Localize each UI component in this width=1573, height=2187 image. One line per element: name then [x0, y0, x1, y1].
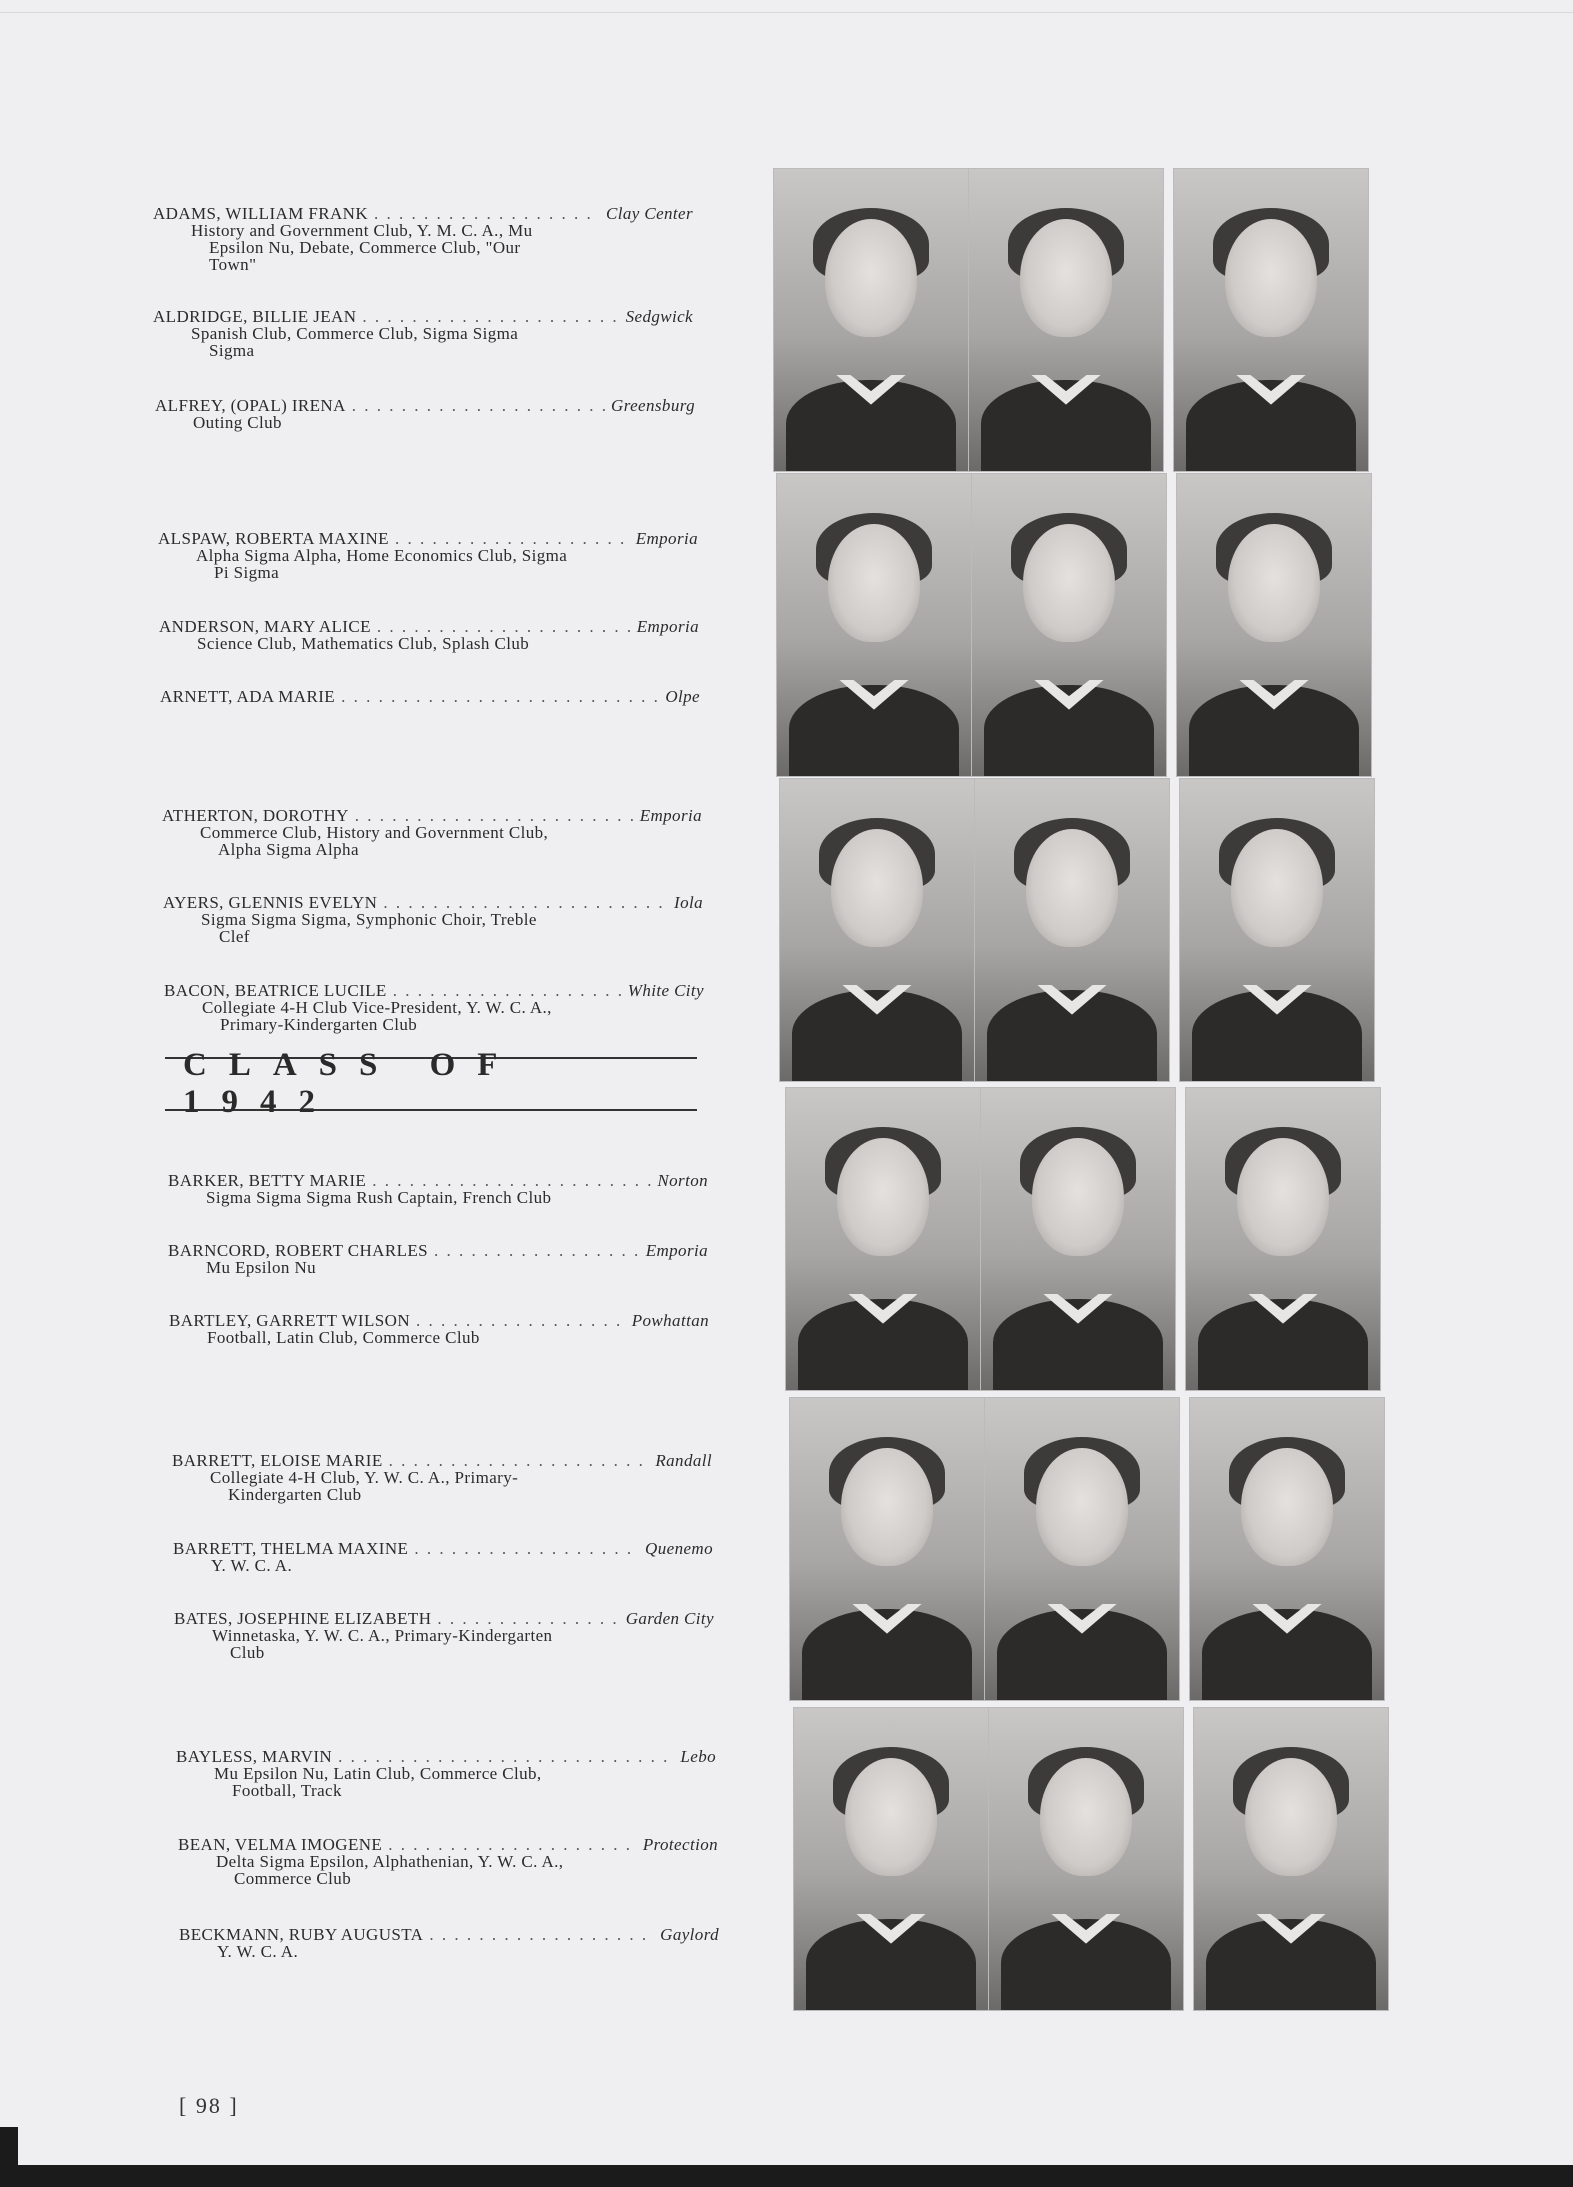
page-number: [ 98 ]	[179, 2093, 239, 2118]
activities-line: Kindergarten Club	[228, 1485, 362, 1504]
entry-heading	[160, 688, 700, 705]
student-portrait	[1185, 1087, 1381, 1391]
student-entry	[168, 1172, 708, 1206]
activities-line: Mu Epsilon Nu	[206, 1258, 317, 1277]
activities-line: Y. W. C. A.	[211, 1556, 293, 1575]
student-entry	[168, 1242, 708, 1276]
activities-line: Y. W. C. A.	[217, 1942, 299, 1961]
leader-dots	[338, 1748, 674, 1765]
hometown: Emporia	[636, 617, 699, 636]
entry-heading	[179, 1926, 719, 1943]
student-entry	[153, 308, 693, 359]
hometown: Gaylord	[660, 1925, 719, 1944]
portrait-face	[1241, 1448, 1333, 1566]
student-entry	[153, 205, 693, 273]
portrait-grid	[773, 165, 1393, 2015]
hometown: Clay Center	[605, 204, 693, 223]
portrait-face	[1225, 219, 1317, 337]
activities-line: Pi Sigma	[214, 563, 280, 582]
hometown: Sedgwick	[625, 307, 693, 326]
student-name: ADAMS, WILLIAM FRANK	[153, 204, 368, 223]
student-portrait	[779, 778, 975, 1082]
entry-heading	[169, 1312, 709, 1329]
student-portrait	[776, 473, 972, 777]
entry-heading	[155, 397, 695, 414]
leader-dots	[429, 1926, 654, 1943]
entry-heading	[176, 1748, 716, 1765]
entry-heading	[168, 1172, 708, 1189]
entry-heading	[159, 618, 699, 635]
leader-dots	[434, 1242, 640, 1259]
student-entry	[164, 982, 704, 1033]
activities-line: Commerce Club, History and Government Club,	[200, 823, 549, 842]
hometown: Protection	[642, 1835, 718, 1854]
leader-dots	[388, 1836, 637, 1853]
leader-dots	[377, 618, 631, 635]
class-banner-text: CLASS OF 1942	[183, 1047, 519, 1120]
activities-line: Sigma Sigma Sigma, Symphonic Choir, Treble	[201, 910, 537, 929]
student-name: BARTLEY, GARRETT WILSON	[169, 1311, 410, 1330]
entry-heading	[153, 205, 693, 222]
student-name: ATHERTON, DOROTHY	[162, 806, 349, 825]
portrait-face	[1237, 1138, 1329, 1256]
top-rule	[0, 12, 1573, 13]
portrait-face	[845, 1758, 937, 1876]
entry-heading	[174, 1610, 714, 1627]
student-portrait	[1193, 1707, 1389, 2011]
student-name: BARKER, BETTY MARIE	[168, 1171, 367, 1190]
student-name: BAYLESS, MARVIN	[176, 1747, 333, 1766]
portrait-face	[1040, 1758, 1132, 1876]
entry-heading	[173, 1540, 713, 1557]
student-entry	[174, 1610, 714, 1661]
leader-dots	[393, 982, 622, 999]
activities-line: Clef	[219, 927, 250, 946]
hometown: Garden City	[625, 1609, 714, 1628]
portrait-face	[825, 219, 917, 337]
hometown: Iola	[674, 893, 703, 912]
leader-dots	[374, 205, 600, 222]
activities-line: Science Club, Mathematics Club, Splash Club	[197, 634, 530, 653]
leader-dots	[389, 1452, 650, 1469]
activities-line: Primary-Kindergarten Club	[220, 1015, 418, 1034]
student-entry	[158, 530, 698, 581]
student-name: BARNCORD, ROBERT CHARLES	[168, 1241, 429, 1260]
student-name: BATES, JOSEPHINE ELIZABETH	[174, 1609, 432, 1628]
activities-line: Town"	[209, 255, 257, 274]
hometown: Quenemo	[645, 1539, 713, 1558]
student-entry	[173, 1540, 713, 1574]
student-portrait	[980, 1087, 1176, 1391]
hometown: Greensburg	[611, 396, 695, 415]
student-portrait	[1179, 778, 1375, 1082]
leader-dots	[362, 308, 619, 325]
entry-heading	[164, 982, 704, 999]
student-entry	[178, 1836, 718, 1887]
student-name: BECKMANN, RUBY AUGUSTA	[179, 1925, 424, 1944]
activities-line: Mu Epsilon Nu, Latin Club, Commerce Club,	[214, 1764, 542, 1783]
hometown: Norton	[657, 1171, 708, 1190]
activities-line: Collegiate 4-H Club Vice-President, Y. W. C. A.,	[202, 998, 552, 1017]
activities-line: Collegiate 4-H Club, Y. W. C. A., Primary-	[210, 1468, 519, 1487]
hometown: Lebo	[680, 1747, 716, 1766]
student-portrait	[971, 473, 1167, 777]
hometown: Powhattan	[631, 1311, 709, 1330]
activities-line: Epsilon Nu, Debate, Commerce Club, "Our	[209, 238, 521, 257]
student-portrait	[793, 1707, 989, 2011]
entry-heading	[158, 530, 698, 547]
portrait-face	[1245, 1758, 1337, 1876]
student-entry	[155, 397, 695, 431]
student-entry	[162, 807, 702, 858]
student-entry	[159, 618, 699, 652]
activities-line: History and Government Club, Y. M. C. A., Mu	[191, 221, 533, 240]
entry-heading	[168, 1242, 708, 1259]
student-name: BACON, BEATRICE LUCILE	[164, 981, 387, 1000]
student-name: BEAN, VELMA IMOGENE	[178, 1835, 383, 1854]
hometown: Emporia	[645, 1241, 708, 1260]
leader-dots	[414, 1540, 639, 1557]
portrait-face	[828, 524, 920, 642]
portrait-face	[1036, 1448, 1128, 1566]
activities-line: Sigma Sigma Sigma Rush Captain, French Club	[206, 1188, 552, 1207]
activities-line: Commerce Club	[234, 1869, 352, 1888]
hometown: Emporia	[639, 806, 702, 825]
student-name: ALFREY, (OPAL) IRENA	[155, 396, 346, 415]
student-portrait	[988, 1707, 1184, 2011]
entry-heading	[153, 308, 693, 325]
student-name: BARRETT, ELOISE MARIE	[172, 1451, 383, 1470]
student-portrait	[1189, 1397, 1385, 1701]
student-name: BARRETT, THELMA MAXINE	[173, 1539, 409, 1558]
portrait-face	[837, 1138, 929, 1256]
class-banner	[165, 1047, 697, 1120]
portrait-face	[841, 1448, 933, 1566]
student-entry	[172, 1452, 712, 1503]
leader-dots	[352, 397, 605, 414]
activities-line: Delta Sigma Epsilon, Alphathenian, Y. W. C. A.,	[216, 1852, 564, 1871]
portrait-face	[1020, 219, 1112, 337]
activities-line: Football, Track	[232, 1781, 342, 1800]
entry-heading	[163, 894, 703, 911]
hometown: Randall	[655, 1451, 712, 1470]
leader-dots	[355, 807, 634, 824]
student-entry	[176, 1748, 716, 1799]
leader-dots	[437, 1610, 619, 1627]
student-portrait	[789, 1397, 985, 1701]
activities-line: Spanish Club, Commerce Club, Sigma Sigma	[191, 324, 519, 343]
activities-line: Club	[230, 1643, 265, 1662]
activities-line: Winnetaska, Y. W. C. A., Primary-Kindergarten	[212, 1626, 553, 1645]
student-entry	[163, 894, 703, 945]
hometown: Emporia	[635, 529, 698, 548]
student-portrait	[785, 1087, 981, 1391]
activities-line: Alpha Sigma Alpha, Home Economics Club, Sigma	[196, 546, 568, 565]
leader-dots	[372, 1172, 651, 1189]
student-name: ALSPAW, ROBERTA MAXINE	[158, 529, 389, 548]
student-portrait	[974, 778, 1170, 1082]
entry-heading	[178, 1836, 718, 1853]
scan-edge-left	[0, 2127, 18, 2187]
portrait-face	[1026, 829, 1118, 947]
leader-dots	[383, 894, 668, 911]
activities-line: Football, Latin Club, Commerce Club	[207, 1328, 480, 1347]
student-name: ANDERSON, MARY ALICE	[159, 617, 371, 636]
hometown: White City	[627, 981, 704, 1000]
portrait-face	[1032, 1138, 1124, 1256]
activities-line: Outing Club	[193, 413, 282, 432]
portrait-face	[1231, 829, 1323, 947]
leader-dots	[395, 530, 630, 547]
portrait-face	[1228, 524, 1320, 642]
hometown: Olpe	[665, 687, 700, 706]
leader-dots	[341, 688, 659, 705]
activities-line: Sigma	[209, 341, 255, 360]
student-portrait	[968, 168, 1164, 472]
student-portrait	[1176, 473, 1372, 777]
leader-dots	[416, 1312, 626, 1329]
student-entry	[160, 688, 700, 705]
portrait-face	[831, 829, 923, 947]
student-portrait	[773, 168, 969, 472]
entry-heading	[162, 807, 702, 824]
student-name: ARNETT, ADA MARIE	[160, 687, 336, 706]
student-entry	[169, 1312, 709, 1346]
student-portrait	[1173, 168, 1369, 472]
activities-line: Alpha Sigma Alpha	[218, 840, 359, 859]
student-name: AYERS, GLENNIS EVELYN	[163, 893, 378, 912]
student-entry	[179, 1926, 719, 1960]
portrait-face	[1023, 524, 1115, 642]
student-name: ALDRIDGE, BILLIE JEAN	[153, 307, 357, 326]
student-portrait	[984, 1397, 1180, 1701]
scan-edge	[0, 2165, 1573, 2187]
entry-heading	[172, 1452, 712, 1469]
